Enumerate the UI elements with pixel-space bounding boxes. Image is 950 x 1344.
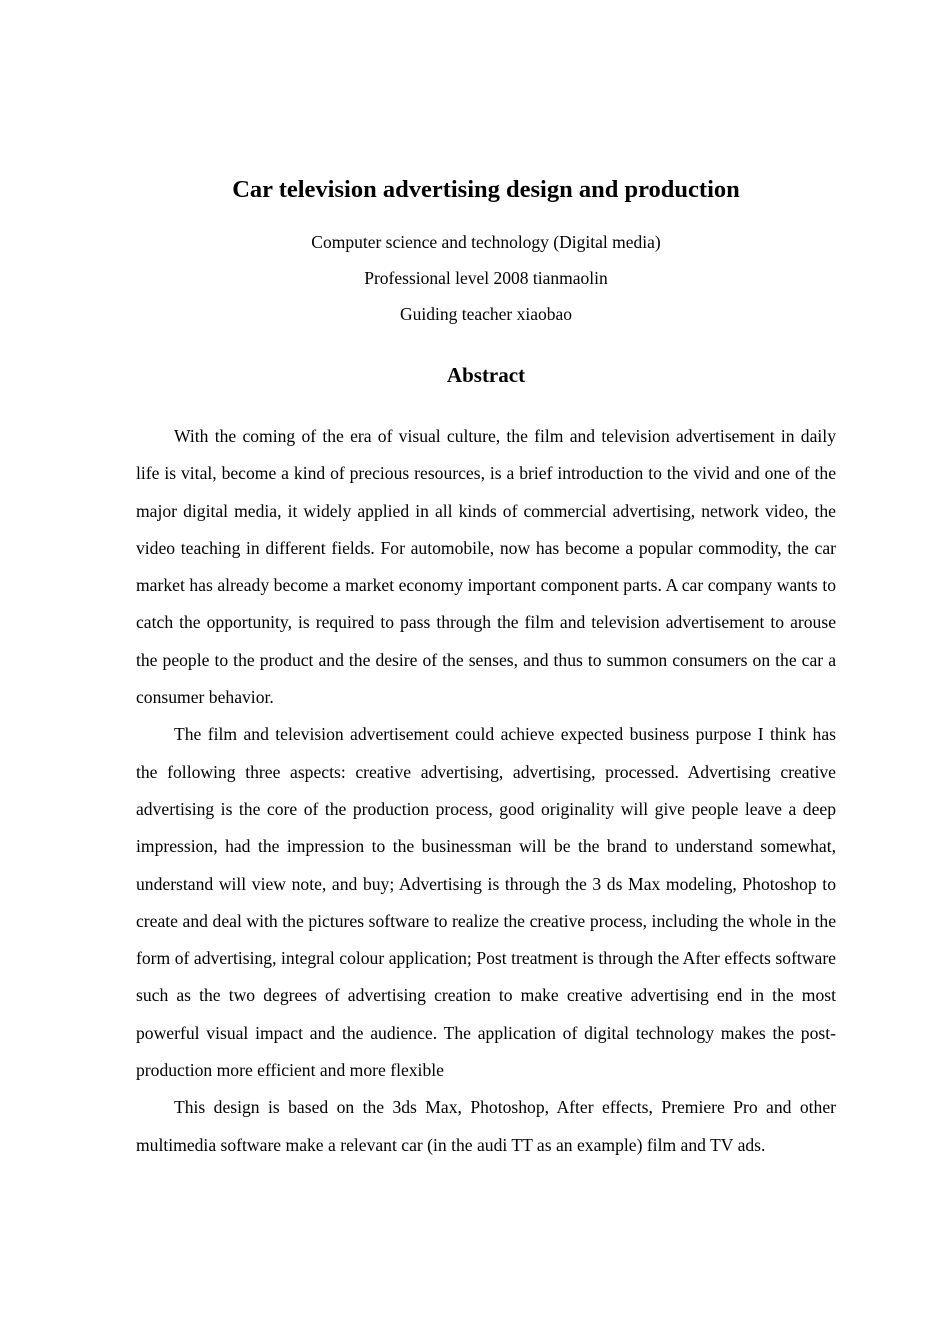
abstract-heading: Abstract	[446, 363, 526, 387]
abstract-paragraph-3: This design is based on the 3ds Max, Photoshop, After effects, Premiere Pro and other multimedia software make a relevant car (in the audi TT as an example) film and TV ads.	[136, 1097, 836, 1155]
abstract-paragraph-2: The film and television advertisement could achieve expected business purpose I think has the following three aspects: creative advertising, advertising, processed. Advertising creative advertising is the core of the production process, good originality will give people leave a deep impression, had the impression to the businessman will be the brand to understand somewhat, understand will view note, and buy; Advertising is through the 3 ds Max modeling, Photoshop to create and deal with the pictures software to realize the creative process, including the whole in the form of advertising, integral colour application; Post treatment is through the After effects software such as the two degrees of advertising creation to make creative advertising end in the most powerful visual impact and the audience. The application of digital technology makes the post-production more efficient and more flexible	[136, 724, 836, 1081]
paper-title: Car television advertising design and production	[232, 176, 740, 203]
guiding-teacher: Guiding teacher xiaobao	[399, 304, 573, 324]
author-department: Computer science and technology (Digital media)	[311, 232, 661, 252]
author-level-name: Professional level 2008 tianmaolin	[364, 268, 608, 288]
abstract-paragraph-1: With the coming of the era of visual culture, the film and television advertisement in daily life is vital, become a kind of precious resources, is a brief introduction to the vivid and one of the major digital media, it widely applied in all kinds of commercial advertising, network video, the video teaching in different fields. For automobile, now has become a popular commodity, the car market has already become a market economy important component parts. A car company wants to catch the opportunity, is required to pass through the film and television advertisement to arouse the people to the product and the desire of the senses, and thus to summon consumers on the car a consumer behavior.	[136, 426, 836, 708]
abstract-body	[136, 418, 836, 1164]
